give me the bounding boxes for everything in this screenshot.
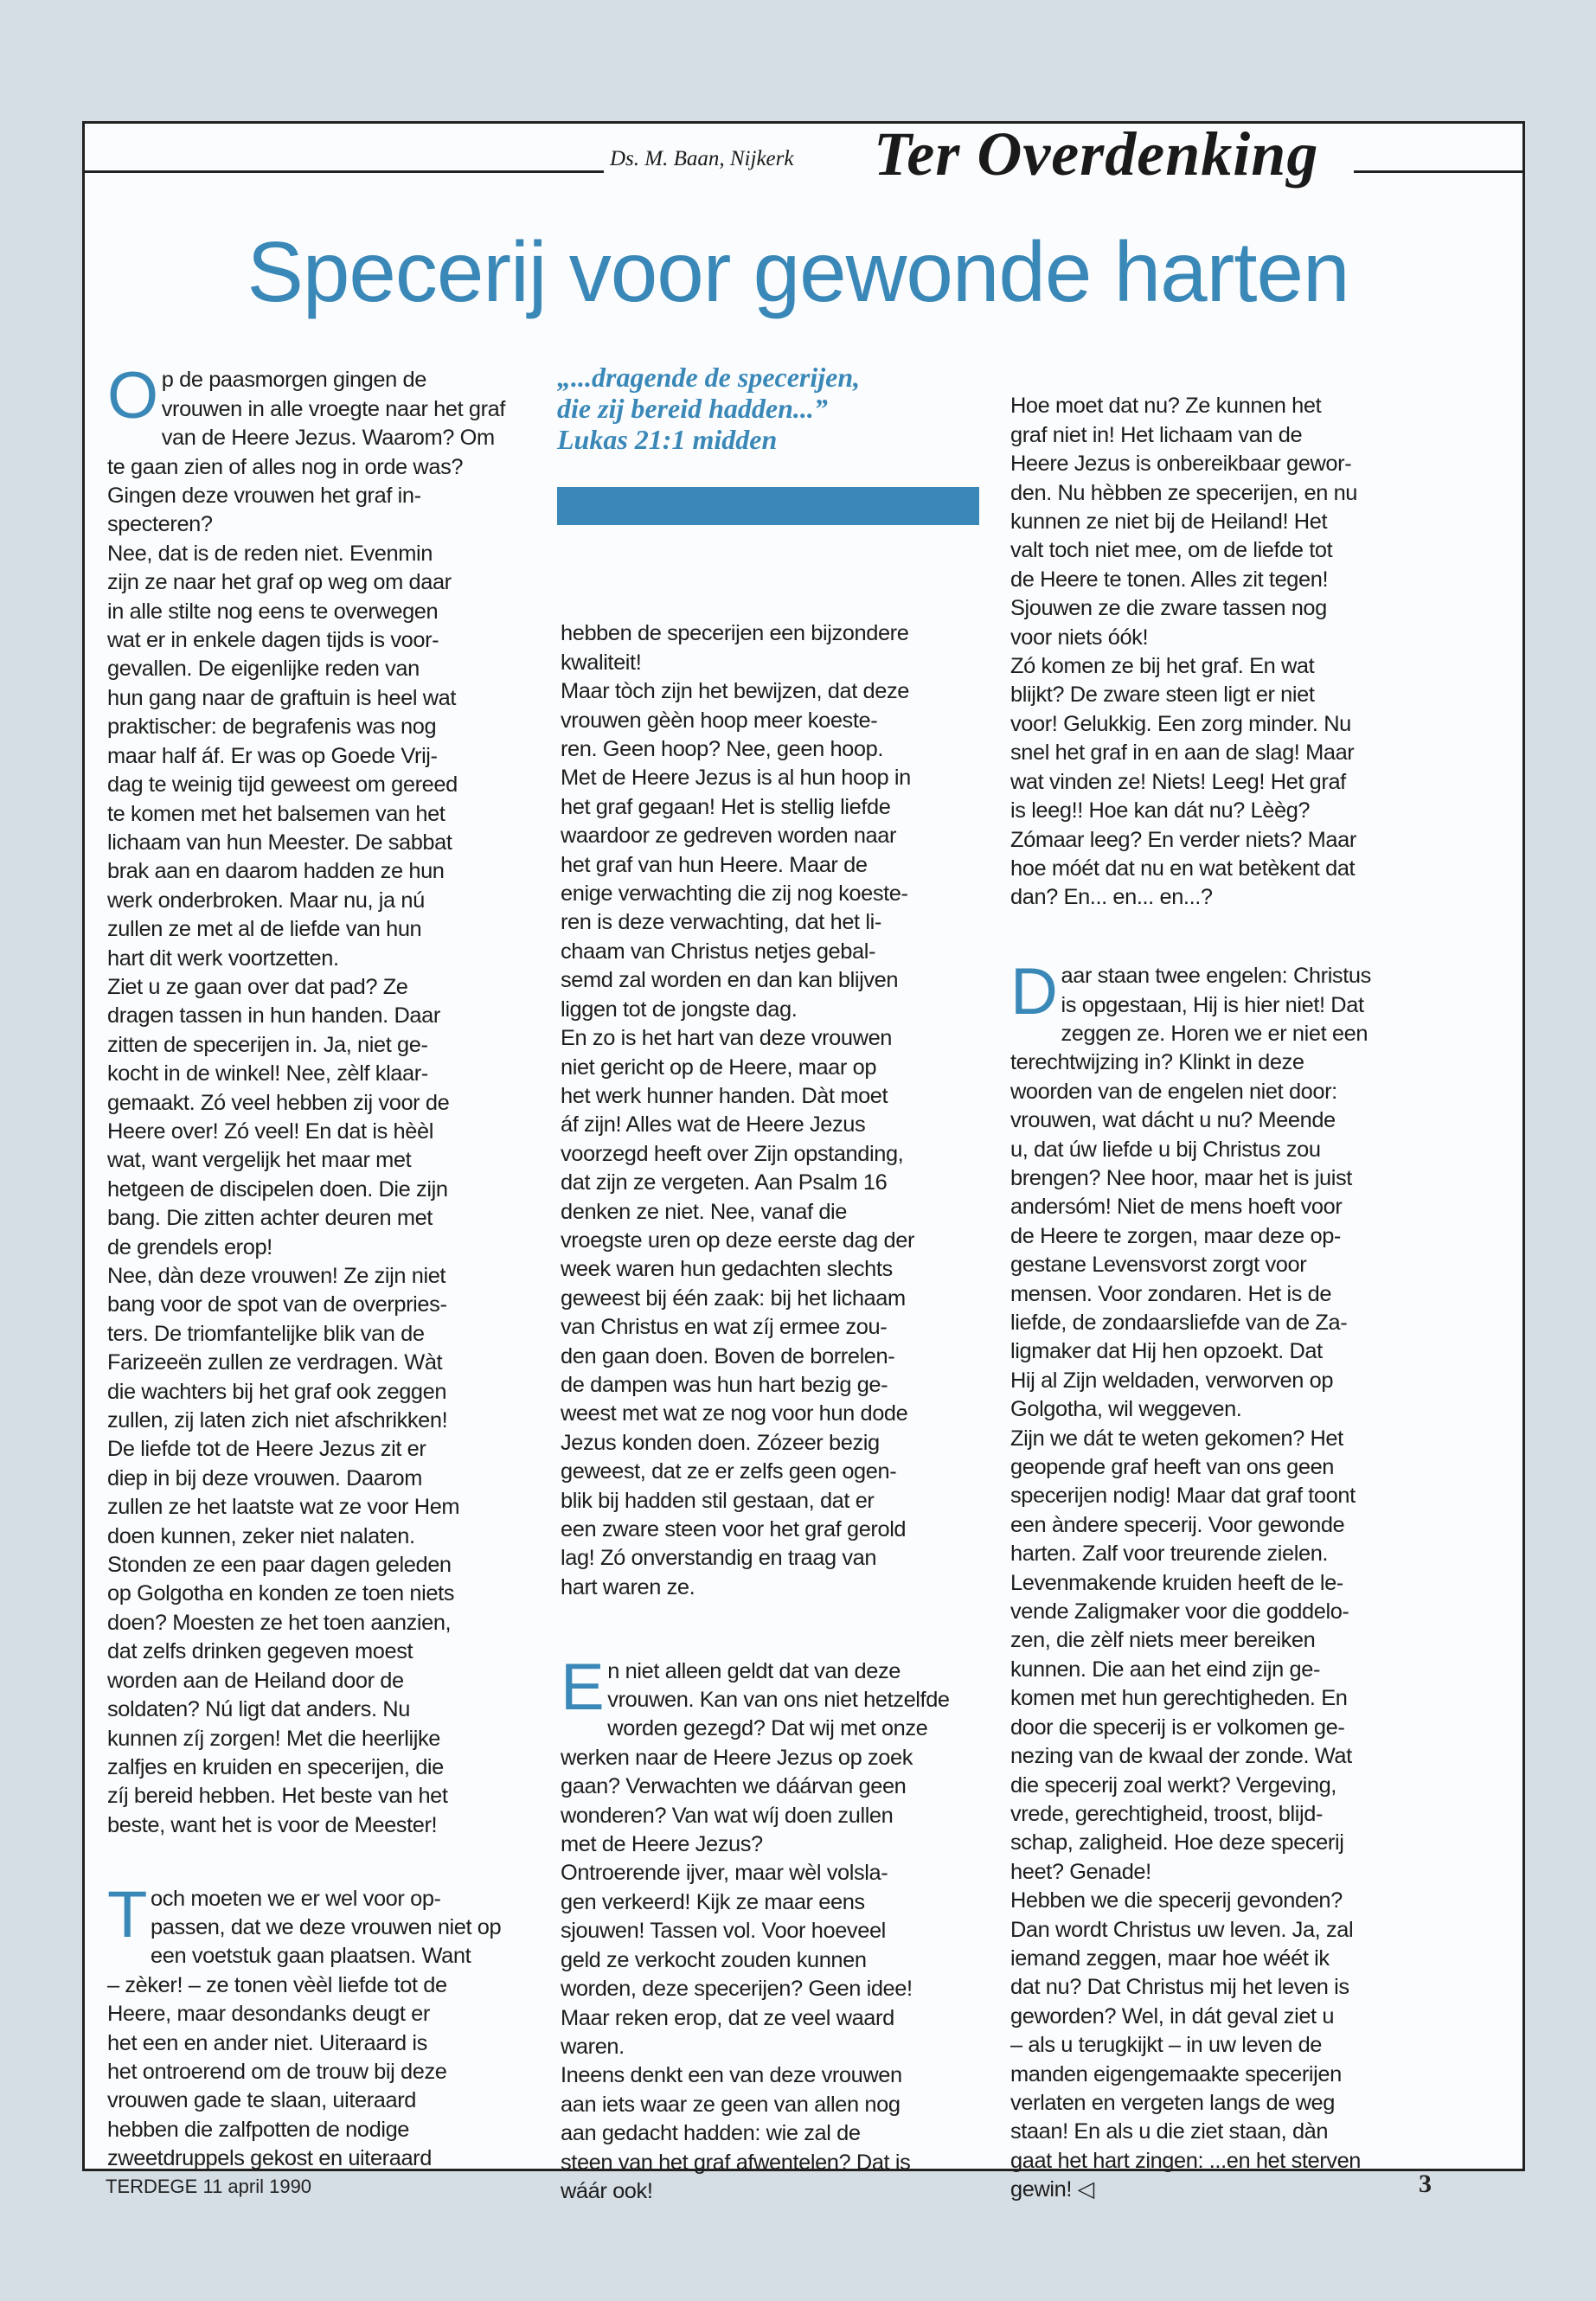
paragraph-text: hebben de specerijen een bijzondere kwaliteit! Maar tòch zijn het bewijzen, dat deze vrouwen gèèn hoop meer koeste- ren. Geen hoop? Nee, geen hoop. Met de Heere Jezus is al hun hoop in het graf gegaan! Het is stellig liefde waardoor ze gedreven worden naar het graf van hun Heere. Maar de enige verwachting die zij nog koeste- ren is deze verwachting, dat het li- chaam van Christus netjes gebal- semd zal worden en dan kan blijven liggen tot de jongste dag. En zo is het hart van deze vrouwen niet gericht op de Heere, maar op het werk hunner handen. Dàt moet áf zijn! Alles wat de Heere Jezus voorzegd heeft over Zijn opstanding, dat zijn ze vergeten. Aan Psalm 16 denken ze niet. Nee, vanaf die vroegste uren op deze eerste dag der week waren hun gedachten slechts geweest bij één zaak: bij het lichaam van Christus en wat zíj ermee zou- den gaan doen. Boven de borrelen- de dampen was hun hart bezig ge- weest met wat ze nog voor hun dode Jezus konden doen. Zózeer bezig geweest, dat ze er zelfs geen ogen- blik bij hadden stil gestaan, dat er een zware steen voor het graf gerold lag! Zó onverstandig en traag van hart waren ze. [561, 621, 915, 1599]
paragraph [561, 1650, 976, 2207]
paragraph-text: p de paasmorgen gingen de vrouwen in alle vroegte naar het graf van de Heere Jezus. Waarom? Om te gaan zien of alles nog in orde was? Gingen deze vrouwen het graf in- specteren? Nee, dat is de reden niet. Evenmin zijn ze naar het graf op weg om daar in alle stilte nog eens te overwegen wat er in enkele dagen tijds is voor- gevallen. De eigenlijke reden van hun gang naar de graftuin is heel wat praktischer: de begrafenis was nog maar half áf. Er was op Goede Vrij- dag te weinig tijd geweest om gereed te komen met het balsemen van het lichaam van hun Meester. De sabbat brak aan en daarom hadden ze hun werk onderbroken. Maar nu, ja nú zullen ze met al de liefde van hun hart dit werk voortzetten. Ziet u ze gaan over dat pad? Ze dragen tassen in hun handen. Daar zitten de specerijen in. Ja, niet ge- kocht in de winkel! Nee, zèlf klaar- gemaakt. Zó veel hebben zij voor de Heere over! Zó veel! En dat is hèèl wat, want vergelijk het maar met hetgeen de discipelen doen. Die zijn bang. Die zitten achter deuren met de grendels erop! Nee, dàn deze vrouwen! Ze zijn niet bang voor de spot van de overpries- ters. De triomfantelijke blik van de Farizeeën zullen ze verdragen. Wàt die wachters bij het graf ook zeggen zullen, zij laten zich niet afschrikken! De liefde tot de Heere Jezus zit er diep in bij deze vrouwen. Daarom zullen ze het laatste wat ze voor Hem doen kunnen, zeker niet nalaten. Stonden ze een paar dagen geleden op Golgotha en konden ze toen niets doen? Moesten ze het toen aanzien, dat zelfs drinken gegeven moest worden aan de Heiland door de soldaten? Nú ligt dat anders. Nu kunnen zíj zorgen! Met die heerlijke zalfjes en kruiden en specerijen, die zíj bereid hebben. Het beste van het beste, want het is voor de Meester! [107, 368, 506, 1837]
paragraph [107, 359, 522, 1840]
dropcap: D [1010, 955, 1058, 1029]
footer-publication: TERDEGE 11 april 1990 [106, 2176, 312, 2197]
page-number: 3 [1419, 2170, 1432, 2198]
quote-bar [557, 487, 979, 525]
byline: Ds. M. Baan, Nijkerk [610, 147, 794, 170]
column-3 [1010, 363, 1426, 2234]
dropcap: O [107, 359, 158, 433]
pull-quote: „...dragende de specerijen, die zij bereid hadden...” Lukas 21:1 midden [557, 362, 861, 455]
paragraph-text: aar staan twee engelen: Christus is opgestaan, Hij is hier niet! Dat zeggen ze. Horen we er niet een terechtwijzing in? Klinkt in deze woorden van de engelen niet door: vrouwen, wat dácht u nu? Meende u, dat úw liefde u bij Christus zou brengen? Nee hoor, maar het is juist andersóm! Niet de mens hoeft voor de Heere te zorgen, maar deze op- gestane Levensvorst zorgt voor mensen. Voor zondaren. Het is de liefde, de zondaarsliefde van de Za- ligmaker dat Hij hen opzoekt. Dat Hij al Zijn weldaden, verworven op Golgotha, wil weggeven. Zijn we dát te weten gekomen? Het geopende graf heeft van ons geen specerijen nodig! Maar dat graf toont een àndere specerij. Voor gewonde harten. Zalf voor treurende zielen. Levenmakende kruiden heeft de le- vende Zaligmaker voor die goddelo- zen, die zèlf niets meer bereiken kunnen. Die aan het eind zijn ge- komen met hun gerechtigheden. En door die specerij is er volkomen ge- nezing van de kwaal der zonde. Wat die specerij zoal werkt? Vergeving, vrede, gerechtigheid, troost, blijd- schap, zaligheid. Hoe deze specerij heet? Genade! Hebben we die specerij gevonden? Dan wordt Christus uw leven. Ja, zal iemand zeggen, maar hoe wéét ik dat nu? Dat Christus mij het leven is geworden? Wel, in dát geval ziet u – als u terugkijkt – in uw leven de manden eigengemaakte specerijen verlaten en vergeten langs de weg staan! En als u die ziet staan, dàn gaat het hart zingen: ...en het sterven gewin! ◁ [1010, 964, 1371, 2202]
paragraph [107, 1877, 522, 2174]
column-2 [561, 591, 976, 2235]
header-rule-left [82, 170, 604, 173]
dropcap: T [107, 1877, 148, 1952]
rubric-title: Ter Overdenking [874, 119, 1319, 189]
paragraph-text: och moeten we er wel voor op- passen, dat we deze vrouwen niet op een voetstuk gaan plaatsen. Want – zèker! – ze tonen vèèl liefde tot de Heere, maar desondanks deugt er het een en ander niet. Uiteraard is het ontroerend om de trouw bij deze vrouwen gade te slaan, uiteraard hebben die zalfpotten de nodige zweetdruppels gekost en uiteraard [107, 1886, 502, 2171]
column-1 [107, 337, 522, 2202]
paragraph [1010, 955, 1426, 2204]
paragraph-text: Hoe moet dat nu? Ze kunnen het graf niet in! Het lichaam van de Heere Jezus is onbereikbaar gewor- den. Nu hèbben ze specerijen, en nu kunnen ze niet bij de Heiland! Het valt toch niet mee, om de liefde tot de Heere te tonen. Alles zit tegen! Sjouwen ze die zware tassen nog voor niets óók! Zó komen ze bij het graf. En wat blijkt? De zware steen ligt er niet voor! Gelukkig. Een zorg minder. Nu snel het graf in en aan de slag! Maar wat vinden ze! Niets! Leeg! Het graf is leeg!! Hoe kan dát nu? Lèèg? Zómaar leeg? En verder niets? Maar hoe móét dat nu en wat betèkent dat dan? En... en... en...? [1010, 394, 1358, 910]
paragraph-text: n niet alleen geldt dat van deze vrouwen. Kan van ons niet hetzelfde worden gezegd? Dat wij met onze werken naar de Heere Jezus op zoek gaan? Verwachten we dáárvan geen wonderen? Van wat wíj doen zullen met de Heere Jezus? Ontroerende ijver, maar wèl volsla- gen verkeerd! Kijk ze maar eens sjouwen! Tassen vol. Voor hoeveel geld ze verkocht zouden kunnen worden, deze specerijen? Geen idee! Maar reken erop, dat ze veel waard waren. Ineens denkt een van deze vrouwen aan iets waar ze geen van allen nog aan gedacht hadden: wie zal de steen van het graf afwentelen? Dat is wáár ook! [561, 1658, 950, 2203]
header-rule-right [1354, 170, 1525, 173]
dropcap: E [561, 1650, 605, 1724]
article-title: Specerij voor gewonde harten [247, 224, 1349, 319]
